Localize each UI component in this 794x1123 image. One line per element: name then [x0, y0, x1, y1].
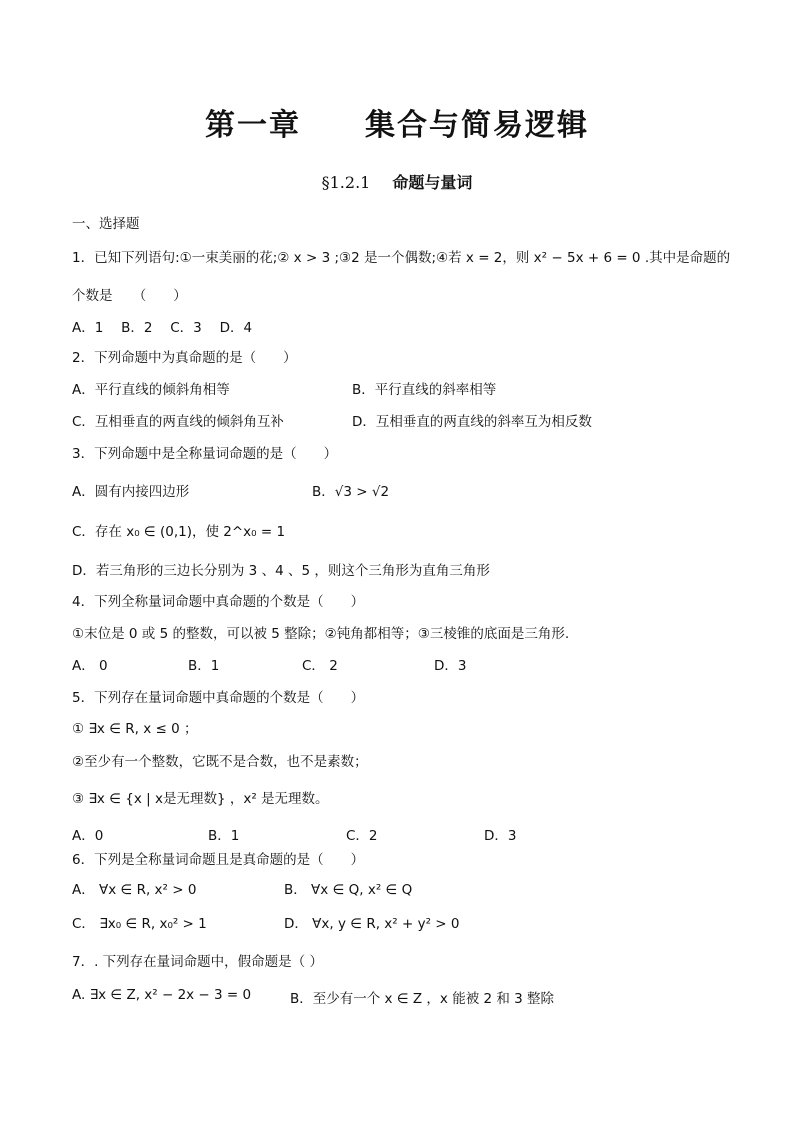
q5-item-1: ① ∃x ∈ R, x ≤ 0 ；: [72, 721, 198, 737]
q6-option-d: D． ∀x, y ∈ R, x² + y² > 0: [284, 916, 460, 932]
chapter-name: 集合与简易逻辑: [365, 108, 589, 143]
q3-stem: 3．下列命题中是全称量词命题的是（ ）: [72, 446, 338, 462]
q5-option-c: C．2: [346, 828, 378, 844]
section-title: [0, 170, 794, 193]
q7-option-b: B．至少有一个 x ∈ Z ，x 能被 2 和 3 整除: [290, 991, 555, 1007]
q4-statements: ①末位是 0 或 5 的整数，可以被 5 整除；②钝角都相等；③三棱锥的底面是三角形.: [72, 626, 570, 642]
chapter-label: 第一章: [205, 108, 301, 143]
part-heading: 一、选择题: [72, 216, 140, 232]
q2-stem: 2．下列命题中为真命题的是（ ）: [72, 350, 297, 366]
q5-option-d: D．3: [484, 828, 517, 844]
q2-option-b: B．平行直线的斜率相等: [352, 382, 497, 398]
q2-option-c: C．互相垂直的两直线的倾斜角互补: [72, 414, 284, 430]
q5-option-a: A．0: [72, 828, 104, 844]
q4-option-a: A． 0: [72, 658, 108, 674]
q5-item-3: ③ ∃x ∈ {x | x是无理数} ，x² 是无理数。: [72, 791, 329, 807]
q2-option-d: D．互相垂直的两直线的斜率互为相反数: [352, 414, 592, 430]
q3-option-b: B．√3 > √2: [312, 484, 390, 500]
q6-option-a: A． ∀x ∈ R, x² > 0: [72, 882, 197, 898]
q6-option-b: B． ∀x ∈ Q, x² ∈ Q: [284, 882, 413, 898]
chapter-title: [0, 100, 794, 144]
q5-item-2: ②至少有一个整数，它既不是合数，也不是素数；: [72, 754, 368, 770]
q5-stem: 5．下列存在量词命题中真命题的个数是（ ）: [72, 690, 365, 706]
q4-stem: 4．下列全称量词命题中真命题的个数是（ ）: [72, 594, 365, 610]
q1-options: A．1 B．2 C．3 D．4: [72, 320, 253, 336]
section-name: 命题与量词: [392, 173, 473, 192]
q7-option-a: A. ∃x ∈ Z, x² − 2x − 3 = 0: [72, 987, 252, 1003]
q4-option-d: D．3: [434, 658, 467, 674]
section-number: §1.2.1: [321, 173, 371, 192]
q7-stem: 7．. 下列存在量词命题中，假命题是（ ）: [72, 954, 323, 970]
q3-option-d: D．若三角形的三边长分别为 3 、4 、5 ，则这个三角形为直角三角形: [72, 563, 490, 579]
q4-option-c: C． 2: [302, 658, 338, 674]
q3-option-a: A．圆有内接四边形: [72, 484, 190, 500]
q1-stem-line2: 个数是 （ ）: [72, 288, 187, 304]
q4-option-b: B．1: [188, 658, 220, 674]
q6-stem: 6．下列是全称量词命题且是真命题的是（ ）: [72, 852, 365, 868]
q1-stem-line1: 1．已知下列语句:①一束美丽的花;② x > 3 ;③2 是一个偶数;④若 x = 2，则 x² − 5x + 6 = 0 .其中是命题的: [72, 250, 731, 266]
q2-option-a: A．平行直线的倾斜角相等: [72, 382, 230, 398]
q3-option-c: C．存在 x₀ ∈ (0,1)，使 2^x₀ = 1: [72, 524, 286, 540]
q6-option-c: C． ∃x₀ ∈ R, x₀² > 1: [72, 916, 207, 932]
q5-option-b: B．1: [208, 828, 240, 844]
